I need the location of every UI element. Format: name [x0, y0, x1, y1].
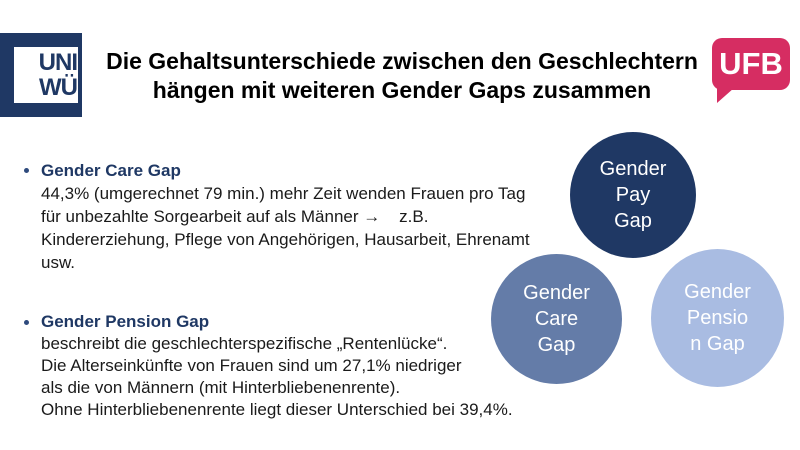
ufb-logo-label: UFB [719, 46, 783, 81]
bullet-heading-gender-care-gap: Gender Care Gap [41, 161, 181, 180]
circle-text-line: Gender [599, 158, 667, 180]
circle-text-line: Gap [537, 334, 576, 356]
circle-text-line: Gap [614, 210, 652, 232]
circle-gender-pension-gap [651, 249, 784, 387]
circle-text-line: Gender [523, 282, 590, 304]
slide-title-line1: Die Gehaltsunterschiede zwischen den Geschlechtern [106, 48, 698, 74]
uni-wuerzburg-logo [0, 33, 82, 117]
bullet-text-line: Kindererziehung, Pflege von Angehörigen, Hausarbeit, Ehrenamt [41, 230, 530, 249]
bullet-block-gender-care-gap [22, 159, 552, 274]
bullet-heading-row [22, 311, 552, 333]
uni-logo-text-box [14, 47, 78, 103]
circle-gender-pay-gap [570, 132, 696, 258]
slide-title-line2: hängen mit weiteren Gender Gaps zusammen [152, 77, 652, 103]
ufb-speech-bubble-tail-icon [717, 88, 734, 103]
bullet-text-line: als die von Männern (mit Hinterbliebenenrente). [41, 378, 401, 397]
uni-logo-line1: UNI [38, 49, 77, 76]
circle-text-line: Gender [684, 281, 751, 303]
bullet-text-line: usw. [41, 253, 76, 272]
bullet-text-line: beschreibt die geschlechterspezifische „Rentenlücke“. [41, 334, 448, 353]
circle-gender-care-gap [491, 254, 622, 384]
circle-text-line: Pay [615, 184, 651, 206]
bullet-dot-icon [24, 320, 29, 325]
uni-logo-line2: WÜ [39, 74, 77, 101]
bullet-text-line: Ohne Hinterbliebenenrente liegt dieser Unterschied bei 39,4%. [41, 400, 513, 419]
bullet-heading-gender-pension-gap: Gender Pension Gap [41, 312, 210, 331]
bullet-block-gender-pension-gap [22, 311, 552, 421]
circle-text-line: n Gap [690, 333, 745, 355]
bullet-text-line: Die Alterseinkünfte von Frauen sind um 27,1% niedriger [41, 356, 462, 375]
bullet-text-line: 44,3% (umgerechnet 79 min.) mehr Zeit wenden Frauen pro Tag [41, 184, 526, 203]
bullet-heading-row [22, 159, 552, 182]
ufb-logo [712, 38, 790, 90]
circle-text-line: Care [534, 308, 579, 330]
slide-title [90, 47, 714, 105]
bullet-dot-icon [24, 168, 29, 173]
bullet-text-line: für unbezahlte Sorgearbeit auf als Männer → z.B. [41, 207, 429, 226]
circle-text-line: Pensio [686, 307, 749, 329]
